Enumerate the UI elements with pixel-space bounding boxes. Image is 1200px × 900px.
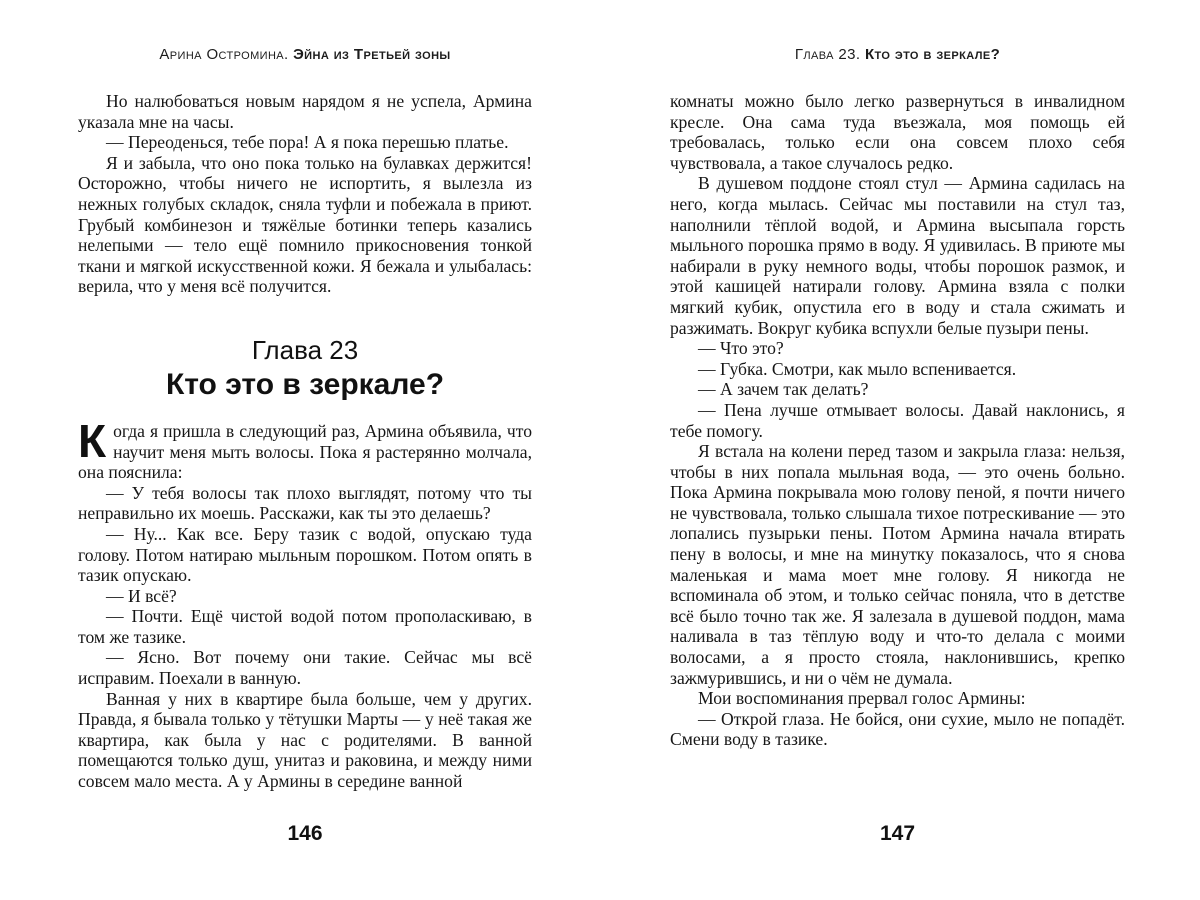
chapter-heading <box>78 335 532 403</box>
dropcap-letter: К <box>78 414 107 467</box>
running-head-author: Арина Остромина. <box>159 46 289 63</box>
running-head-left <box>78 46 532 63</box>
left-page-body <box>78 91 532 792</box>
paragraph: Я и забыла, что оно пока только на булавках держится! Осторожно, чтобы ничего не испортить, я вылезла из нежных голубых складок, сняла туфли и побежала в приют. Грубый комбинезон и тяжёлые ботинки теперь казались нелепыми — тело ещё помнило прикосновения тонкой ткани и мягкой искусственной кожи. Я бежала и улыбалась: верила, что у меня всё получится. <box>78 152 532 297</box>
chapter-title: Кто это в зеркале? <box>165 367 445 401</box>
paragraph: Ванная у них в квартире была больше, чем у других. Правда, я бывала только у тётушки Марты — у неё такая же квартира, как была у нас с родителями. В ванной помещаются только душ, унитаз и раковина, и между ними совсем мало места. А у Армины в середине ванной <box>78 688 532 792</box>
right-page-body <box>670 91 1125 750</box>
paragraph: В душевом поддоне стоял стул — Армина садилась на него, когда мылась. Сейчас мы поставили на стул таз, наполнили тёплой водой, и Армина высыпала горсть мыльного порошка прямо в воду. Я удивилась. В приюте мы набирали в руку немного воды, чтобы порошок размок, и этой кашицей натирали голову. Армина взяла с полки мягкий кубик, опустила его в воду и стала сжимать и разжимать. Вокруг кубика вспухли белые пузыри пены. <box>670 173 1125 338</box>
paragraph: комнаты можно было легко развернуться в инвалидном кресле. Она сама туда въезжала, моя помощь ей требовалась, только если она совсем плохо себя чувствовала, а такое случалось редко. <box>670 91 1125 173</box>
dropcap-paragraph-text: огда я пришла в следующий раз, Армина объявила, что научит меня мыть волосы. Пока я растерянно молчала, она пояснила: <box>78 420 532 483</box>
paragraph: — И всё? <box>106 585 177 606</box>
paragraph: — Открой глаза. Не бойся, они сухие, мыло не попадёт. Смени воду в тазике. <box>670 708 1125 750</box>
paragraph: — А зачем так делать? <box>698 379 869 400</box>
paragraph: Мои воспоминания прервал голос Армины: <box>698 688 1026 709</box>
paragraph: — Что это? <box>698 338 784 359</box>
paragraph: — Ясно. Вот почему они такие. Сейчас мы всё исправим. Поехали в ванную. <box>78 647 532 689</box>
left-page <box>78 46 532 900</box>
paragraph: — Губка. Смотри, как мыло вспенивается. <box>698 358 1017 379</box>
dropcap-paragraph <box>78 414 532 483</box>
paragraph: — Пена лучше отмывает волосы. Давай наклонись, я тебе помогу. <box>670 399 1125 441</box>
page-number-right: 147 <box>879 822 916 845</box>
paragraph: — Почти. Ещё чистой водой потом прополаскиваю, в том же тазике. <box>78 606 532 647</box>
paragraph: — Ну... Как все. Беру тазик с водой, опускаю туда голову. Потом натираю мыльным порошком. Потом опять в тазик опускаю. <box>78 523 532 586</box>
paragraph: — У тебя волосы так плохо выглядят, потому что ты неправильно их моешь. Расскажи, как ты это делаешь? <box>78 482 532 524</box>
paragraph: Но налюбоваться новым нарядом я не успела, Армина указала мне на часы. <box>78 91 532 132</box>
paragraph: — Переоденься, тебе пора! А я пока перешью платье. <box>106 132 509 153</box>
running-head-chapter: Глава 23. <box>794 46 861 63</box>
right-page <box>670 46 1125 900</box>
paragraph: Я встала на колени перед тазом и закрыла глаза: нельзя, чтобы в них попала мыльная вода, — это очень больно. Пока Армина покрывала мою голову пеной, я почти ничего не чувствовала, только слышала тихое потрескивание — это лопались пузырьки пены. Потом Армина начала втирать пену в волосы, и мне на минутку показалось, что я снова маленькая и мама моет мне голову. Я никогда не вспоминала об этом, и только сейчас поняла, что в детстве всё было точно так же. Я залезала в душевой поддон, мама наливала в таз тёплую воду и что-то делала с моими волосами, а я просто стояла, наклонившись, крепко зажмурившись, и ни о чём не думала. <box>670 441 1125 688</box>
chapter-number: Глава 23 <box>251 334 359 365</box>
running-head-chapter-title: Кто это в зеркале? <box>864 46 1001 63</box>
running-head-right <box>670 46 1125 63</box>
page-number-left: 146 <box>287 822 323 845</box>
running-head-book-title: Эйна из Третьей зоны <box>293 46 451 63</box>
